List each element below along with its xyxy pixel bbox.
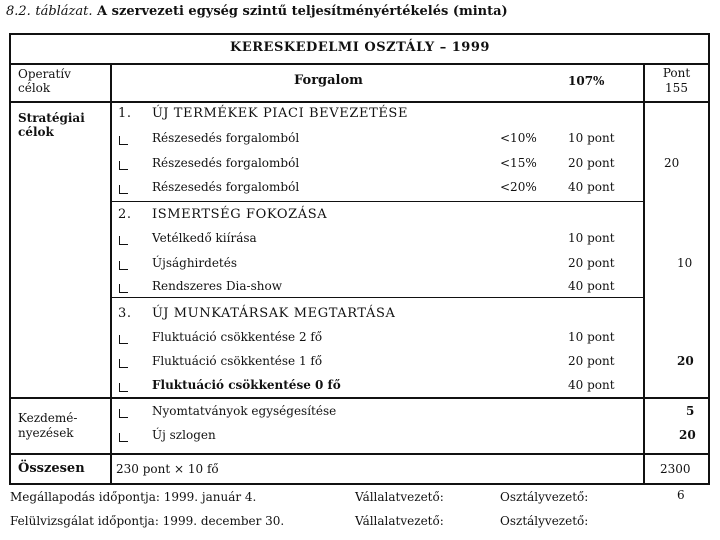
section1-item3-text: Részesedés forgalomból [152, 180, 300, 194]
section1-item3-threshold: <20% [500, 180, 537, 194]
table-caption [6, 4, 508, 19]
initiative1-text: Nyomtatványok egységesítése [152, 404, 337, 418]
section3-item1-checkbox [119, 335, 128, 344]
company-head-signature-2: Vállalatvezető: [355, 514, 444, 528]
section1-score: 20 [664, 156, 680, 170]
section2-title: ISMERTSÉG FOKOZÁSA [152, 207, 328, 222]
title-divider [9, 63, 710, 65]
header-pont-label: Pont [662, 66, 691, 80]
header-percent: 107% [568, 74, 605, 88]
initiative2-checkbox [119, 433, 128, 442]
section1-item2-checkbox [119, 161, 128, 170]
initiatives-divider [9, 397, 710, 399]
initiative2-text: Új szlogen [152, 428, 216, 442]
header-pont-value: 155 [665, 81, 688, 95]
total-value: 2300 [660, 462, 691, 476]
right-column-divider [643, 63, 645, 485]
strategic-label-1: Stratégiai [18, 111, 85, 125]
section1-item3-checkbox [119, 185, 128, 194]
left-column-divider [110, 63, 112, 485]
section2-item2-points: 20 pont [568, 256, 615, 270]
page-number: 6 [677, 488, 685, 502]
table-title: KERESKEDELMI OSZTÁLY – 1999 [230, 40, 490, 55]
section2-item3-points: 40 pont [568, 279, 615, 293]
total-formula: 230 pont × 10 fő [116, 462, 219, 476]
total-label: Összesen [18, 461, 85, 476]
section3-number: 3. [118, 306, 132, 321]
total-divider [9, 453, 710, 455]
department-head-signature-2: Osztályvezető: [500, 514, 589, 528]
header-divider [9, 101, 710, 103]
section1-number: 1. [118, 106, 132, 121]
section1-item1-threshold: <10% [500, 131, 537, 145]
section1-item1-points: 10 pont [568, 131, 615, 145]
header-forgalom: Forgalom [294, 73, 363, 88]
section2-item2-text: Újsághirdetés [152, 256, 237, 270]
initiative2-score: 20 [679, 428, 696, 442]
operative-label-2: célok [18, 81, 51, 95]
section1-item1-checkbox [119, 136, 128, 145]
section1-item2-threshold: <15% [500, 156, 537, 170]
section3-item1-points: 10 pont [568, 330, 615, 344]
section3-item2-checkbox [119, 359, 128, 368]
section3-item2-text: Fluktuáció csökkentése 1 fő [152, 354, 323, 368]
section1-divider [110, 201, 644, 202]
section3-score: 20 [677, 354, 694, 368]
section2-item3-text: Rendszeres Dia-show [152, 279, 282, 293]
section2-divider [110, 297, 644, 298]
initiatives-label-2: nyezések [18, 426, 74, 440]
review-date: Felülvizsgálat időpontja: 1999. december 30. [10, 514, 285, 528]
section1-item2-text: Részesedés forgalomból [152, 156, 300, 170]
section3-title: ÚJ MUNKATÁRSAK MEGTARTÁSA [152, 306, 396, 321]
agreement-date: Megállapodás időpontja: 1999. január 4. [10, 490, 257, 504]
department-head-signature-1: Osztályvezető: [500, 490, 589, 504]
initiative1-score: 5 [686, 404, 695, 418]
section3-item3-checkbox [119, 383, 128, 392]
section1-title: ÚJ TERMÉKEK PIACI BEVEZETÉSE [152, 106, 409, 121]
section2-item3-checkbox [119, 284, 128, 293]
caption-title: A szervezeti egység szintű teljesítményértékelés (minta) [97, 4, 508, 19]
section2-item1-text: Vetélkedő kiírása [152, 231, 257, 245]
section3-item3-points: 40 pont [568, 378, 615, 392]
initiatives-label-1: Kezdemé- [18, 411, 78, 425]
section2-item1-checkbox [119, 236, 128, 245]
section3-item2-points: 20 pont [568, 354, 615, 368]
section2-score: 10 [677, 256, 693, 270]
section3-item3-text: Fluktuáció csökkentése 0 fő [152, 378, 341, 392]
section1-item3-points: 40 pont [568, 180, 615, 194]
company-head-signature-1: Vállalatvezető: [355, 490, 444, 504]
section1-item1-text: Részesedés forgalomból [152, 131, 300, 145]
section2-item1-points: 10 pont [568, 231, 615, 245]
section2-item2-checkbox [119, 261, 128, 270]
initiative1-checkbox [119, 409, 128, 418]
operative-label-1: Operatív [18, 67, 71, 81]
section2-number: 2. [118, 207, 132, 222]
section3-item1-text: Fluktuáció csökkentése 2 fő [152, 330, 323, 344]
section1-item2-points: 20 pont [568, 156, 615, 170]
caption-label: táblázat. [35, 4, 93, 19]
strategic-label-2: célok [18, 125, 54, 139]
caption-number: 8.2. [6, 4, 31, 19]
